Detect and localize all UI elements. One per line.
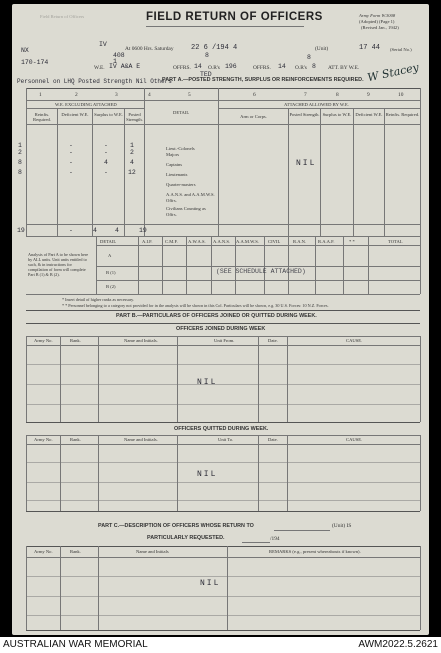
part-c-heading: PART C.—DESCRIPTION OF OFFICERS WHOSE RETURN TO: [98, 523, 254, 529]
part-a-heading: PART A.—POSTED STRENGTH, SURPLUS OR REINFORCEMENTS REQUIRED.: [162, 77, 364, 83]
we-label: W.E.: [94, 65, 105, 71]
row3-left: 8: [18, 159, 22, 166]
offrs-typed: 14: [194, 63, 202, 70]
row2-left: 2: [18, 149, 22, 156]
j-col-cause: CAUSE.: [346, 338, 363, 343]
analysis-note: Analysis of Part A to be shown here by ALL units. Unit units entitled to such, & in instructions for compilation of form will complete Part B (1) & B (2).: [28, 252, 89, 277]
personnel-typed: Personnel on LHQ Posted Strength Nil Others: [17, 78, 172, 85]
ted-typed: TED: [200, 71, 212, 78]
head-r-surplus: Surplus to W.E.: [322, 112, 352, 117]
part-c-requested: PARTICULARLY REQUESTED.: [147, 535, 225, 541]
form-ref-1: Army Form W.3008: [359, 13, 396, 18]
typed-8b: 8: [307, 54, 311, 61]
an-head-cmf: C.M.F.: [165, 239, 178, 244]
row4-c2: -: [104, 169, 108, 176]
part-b-heading: PART B.—PARTICULARS OF OFFICERS JOINED OR QUITTED DURING WEEK.: [116, 313, 317, 319]
col-num-8: 8: [336, 92, 339, 98]
col-num-9: 9: [367, 92, 370, 98]
ors-label: O.R's: [208, 65, 220, 71]
j-col-armyno: Army No.: [34, 338, 53, 343]
footnote-2: * * Personnel belonging to a category not provided for in the analysis will be shown in this Col. Particulars will be shown, e.g. 30 U.S. Forces: 10 N.Z. Forces.: [62, 303, 329, 308]
detail-majors: Majors: [166, 152, 180, 157]
typed-iv: IV: [99, 41, 107, 48]
an-head-ran: R.A.N.: [293, 239, 307, 244]
detail-lt-col: Lieut.-Colonels: [166, 146, 195, 151]
q-col-name: Name and Initials.: [124, 437, 158, 442]
an-head-aif: A.I.F.: [142, 239, 153, 244]
quitted-nil: NIL: [197, 470, 218, 479]
an-head-detail: DETAIL: [100, 239, 117, 244]
see-schedule: (SEE SCHEDULE ATTACHED): [216, 268, 306, 275]
total-c1: -: [69, 227, 73, 234]
unit-typed: 17 44: [359, 44, 381, 52]
row1-c1: -: [69, 142, 73, 149]
head-surplus: Surplus to W.E.: [94, 112, 123, 117]
row4-c3: 12: [128, 169, 136, 176]
footer-ref: AWM2022.5.2621: [358, 639, 438, 650]
part-c-unit: (Unit) IS: [332, 523, 352, 529]
form-ref-3: (Revised Jan., 1942): [361, 25, 399, 30]
an-row-b1: B (1): [106, 270, 116, 275]
an-head-aans: A.A.N.S.: [213, 239, 231, 244]
j-col-unitfrom: Unit From.: [214, 338, 235, 343]
ors2-label: O.R's: [295, 65, 307, 71]
q-col-date: Date.: [268, 437, 278, 442]
col-num-4: 4: [148, 92, 151, 98]
an-head-civil: CIVIL: [268, 239, 281, 244]
detail-captains: Captains: [166, 162, 183, 167]
ors-typed: 196: [225, 63, 237, 70]
q-col-cause: CAUSE.: [346, 437, 363, 442]
typed-1: 1: [113, 58, 117, 65]
j-col-date: Date.: [268, 338, 278, 343]
col-num-3: 3: [115, 92, 118, 98]
an-head-other: * *: [349, 239, 355, 244]
joined-nil: NIL: [197, 378, 218, 387]
offrs2-label: OFFRS.: [253, 65, 271, 71]
we-typed: IV A&A E: [109, 63, 141, 70]
an-head-raaf: R.A.A.F.: [318, 239, 335, 244]
head-deficient: Deficient W.E.: [61, 112, 89, 117]
an-head-total: TOTAL: [388, 239, 403, 244]
at-time-label: At 0600 Hrs. Saturday: [125, 46, 174, 52]
attached-allowed-head: ATTACHED ALLOWED BY W.E.: [284, 102, 349, 107]
head-r-deficient: Deficient W.E.: [355, 112, 383, 117]
j-col-name: Name and Initials.: [124, 338, 158, 343]
detail-head: DETAIL: [173, 110, 190, 115]
row3-c1: -: [69, 159, 73, 166]
row2-c3: 2: [130, 149, 134, 156]
head-reinfts: Reinfts. Required.: [33, 112, 51, 122]
q-col-rank: Rank.: [70, 437, 81, 442]
head-arm: Arm or Corps.: [240, 114, 267, 119]
total-left: 19: [17, 227, 25, 234]
q-col-unitto: Unit To.: [218, 437, 234, 442]
part-c-nil: NIL: [200, 579, 221, 588]
head-posted: Posted Strength.: [126, 112, 143, 122]
an-head-aamws: A.A.M.W.S.: [236, 239, 259, 244]
faint-line: Field Return of Officers: [40, 14, 85, 19]
we-excluding-head: W.E. EXCLUDING ATTACHED: [55, 102, 117, 107]
col-num-10: 10: [398, 92, 404, 98]
row3-c2: 4: [104, 159, 108, 166]
archive-footer: [0, 637, 441, 653]
c-col-name: Name and Initials: [136, 549, 169, 554]
side-typed-1: NX: [21, 47, 29, 54]
row2-c1: -: [69, 149, 73, 156]
row3-c3: 4: [130, 159, 134, 166]
total-c2: 4: [93, 227, 97, 234]
row2-c2: -: [104, 149, 108, 156]
q-col-armyno: Army No.: [34, 437, 53, 442]
col-num-1: 1: [39, 92, 42, 98]
typed-408: 408: [113, 52, 125, 59]
footnote-1: * Insert detail of higher ranks as necessary.: [62, 297, 135, 302]
total-c3: 4: [115, 227, 119, 234]
detail-civilians: Civilians Counting as Offrs.: [166, 206, 206, 217]
col-num-7: 7: [304, 92, 307, 98]
row1-c3: 1: [130, 142, 134, 149]
form-title: FIELD RETURN OF OFFICERS: [146, 11, 323, 23]
j-col-rank: Rank.: [70, 338, 81, 343]
typed-8a: 8: [205, 52, 209, 59]
part-a-nil: NIL: [296, 159, 317, 168]
footer-source: AUSTRALIAN WAR MEMORIAL: [3, 639, 148, 650]
total-c4: 19: [139, 227, 147, 234]
joined-heading: OFFICERS JOINED DURING WEEK: [176, 326, 266, 332]
date-typed: 22 6 /194 4: [191, 44, 238, 52]
an-row-b2: B (2): [106, 284, 116, 289]
row4-left: 8: [18, 169, 22, 176]
signature: W Stacey: [366, 60, 420, 85]
form-ref-2: (Adopted) (Page 1): [359, 19, 395, 24]
c-col-armyno: Army No.: [34, 549, 53, 554]
head-r-posted: Posted Strength.: [289, 112, 320, 117]
head-r-reinfts: Reinfts. Required.: [385, 112, 420, 117]
offrs2-typed: 14: [278, 63, 286, 70]
ors2-typed: 8: [312, 63, 316, 70]
quitted-heading: OFFICERS QUITTED DURING WEEK.: [174, 426, 269, 432]
c-col-rank: Rank.: [70, 549, 81, 554]
att-label: ATT. BY W.E.: [328, 65, 360, 71]
unit-label: (Unit): [315, 46, 329, 52]
an-head-awas: A.W.A.S.: [188, 239, 206, 244]
detail-qm: Quarter-masters: [166, 182, 196, 187]
col-num-5: 5: [188, 92, 191, 98]
c-col-remarks: REMARKS (e.g., present whereabouts if known).: [269, 549, 361, 554]
part-c-date: /194: [270, 536, 280, 542]
row1-left: 1: [18, 142, 22, 149]
col-num-6: 6: [253, 92, 256, 98]
detail-lieutenants: Lieutenants: [166, 172, 188, 177]
serial-label: (Serial No.): [390, 47, 412, 52]
side-typed-2: 170-174: [21, 59, 49, 66]
offrs-label: OFFRS.: [173, 65, 191, 71]
col-num-2: 2: [75, 92, 78, 98]
an-row-a: A: [108, 253, 112, 258]
row4-c1: -: [69, 169, 73, 176]
form-page: [12, 4, 429, 635]
detail-aans: A.A.N.S. and A.A.M.W.S. Offrs.: [166, 192, 215, 203]
row1-c2: -: [104, 142, 108, 149]
